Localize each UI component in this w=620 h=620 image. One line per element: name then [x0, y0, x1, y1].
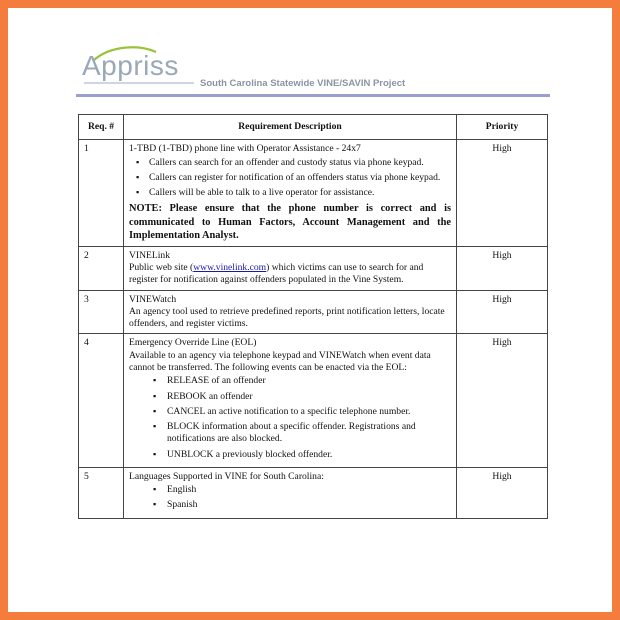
company-logo: Appriss [82, 50, 179, 81]
req-text [129, 262, 451, 287]
list-item: ▪ Callers will be able to talk to a live operator for assistance. [149, 187, 451, 199]
header-description: Requirement Description [124, 115, 457, 140]
table-row [79, 334, 548, 467]
list-item: ▪ BLOCK information about a specific offender. Registrations and notifications are also blocked. [167, 421, 451, 446]
req-description [124, 140, 457, 247]
req-number: 5 [79, 467, 124, 518]
logo-tagline-bar [84, 82, 194, 84]
list-item: ▪ RELEASE of an offender [167, 375, 451, 387]
req-number: 1 [79, 140, 124, 247]
req-text: An agency tool used to retrieve predefined reports, print notification letters, locate offenders, and register victims. [129, 305, 445, 330]
req-priority: High [457, 467, 548, 518]
req-title: VINELink [129, 249, 171, 261]
req-description [124, 334, 457, 467]
list-item: ▪ Spanish [167, 499, 451, 511]
bullet-list [129, 157, 451, 200]
req-priority: High [457, 334, 548, 467]
project-title: South Carolina Statewide VINE/SAVIN Project [200, 78, 406, 89]
list-item: ▪ REBOOK an offender [167, 391, 451, 403]
req-priority: High [457, 290, 548, 334]
vinelink-link[interactable]: www.vinelink.com [193, 262, 267, 274]
table-header-row [79, 115, 548, 140]
header-req-num: Req. # [79, 115, 124, 140]
list-item: ▪ English [167, 484, 451, 496]
header-rule [76, 94, 550, 97]
req-note: NOTE: Please ensure that the phone number is correct and is communicated to Human Factors, Account Management and the Implementation Analyst. [129, 203, 451, 242]
requirements-table [78, 114, 548, 519]
req-description [124, 246, 457, 290]
req-number: 2 [79, 246, 124, 290]
document-page [8, 8, 612, 612]
req-priority: High [457, 246, 548, 290]
req-title: Emergency Override Line (EOL) [129, 337, 257, 349]
table-row [79, 290, 548, 334]
req-title: VINEWatch [129, 293, 177, 305]
req-text-start: Public web site ( [129, 262, 194, 274]
req-text-end: ) which victims can use to search for and register for notification against offenders populated in the Vine System. [129, 262, 424, 286]
list-item: ▪ UNBLOCK a previously blocked offender. [167, 449, 451, 461]
req-number: 3 [79, 290, 124, 334]
req-description [124, 290, 457, 334]
list-item: ▪ Callers can search for an offender and custody status via phone keypad. [149, 157, 451, 169]
req-description [124, 467, 457, 518]
table-row [79, 246, 548, 290]
req-number: 4 [79, 334, 124, 467]
req-title: Languages Supported in VINE for South Carolina: [129, 470, 324, 482]
list-item: ▪ CANCEL an active notification to a specific telephone number. [167, 406, 451, 418]
req-text: Available to an agency via telephone keypad and VINEWatch when event data cannot be transferred. The following events can be enacted via the EOL: [129, 349, 431, 373]
req-title: 1-TBD (1-TBD) phone line with Operator Assistance - 24x7 [129, 143, 361, 155]
header-priority: Priority [457, 115, 548, 140]
table-row [79, 140, 548, 247]
req-priority: High [457, 140, 548, 247]
bullet-list [129, 484, 451, 512]
list-item: ▪ Callers can register for notification of an offenders status via phone keypad. [149, 172, 451, 184]
table-row [79, 467, 548, 518]
bullet-list [129, 375, 451, 461]
